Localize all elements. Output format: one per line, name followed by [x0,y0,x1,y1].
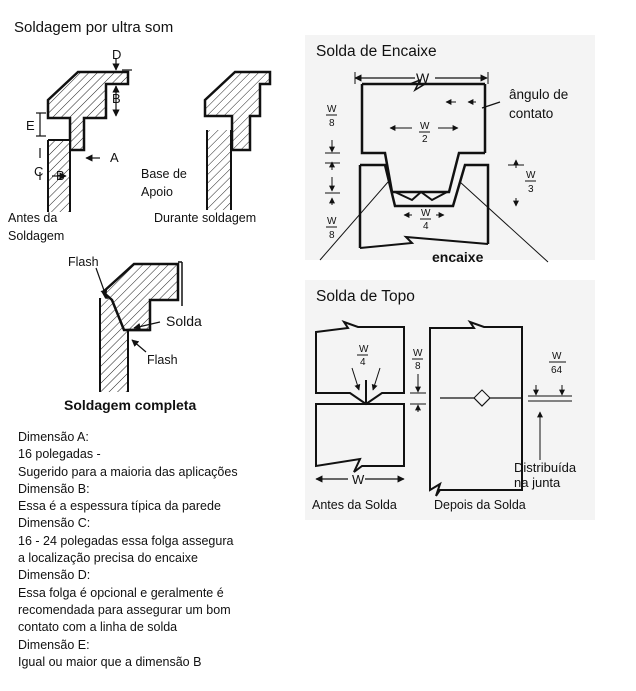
svg-text:W: W [552,351,562,362]
dimension-note-line: Dimensão A: [18,430,89,444]
dimension-note-line: Dimensão D: [18,568,91,583]
dim-letter-c: C [34,164,44,179]
distributed-label-1: Distribuída [514,460,577,475]
dimension-note-line: Essa é a espessura típica da parede [18,499,221,514]
weld-label: Solda [166,313,202,329]
angle-label-2: contato [509,106,554,121]
svg-text:W: W [359,344,369,355]
complete-weld-label: Soldagem completa [64,397,197,413]
dimension-note-line: Dimensão E: [18,637,90,652]
dim-letter-e: E [26,118,35,133]
dimension-note-line: Essa folga é opcional e geralmente é [18,585,224,600]
svg-text:W: W [327,104,337,115]
socket-weld-panel [305,35,595,260]
svg-text:8: 8 [329,230,335,241]
dim-letter-a: A [110,150,119,165]
svg-text:W: W [420,121,430,132]
dimension-note-line: a localização precisa do encaixe [18,551,198,566]
svg-text:W: W [413,348,423,359]
dimension-note-line: 16 - 24 polegadas essa folga assegura [18,533,234,548]
dimension-note-line: contato com a linha de solda [18,620,178,635]
before-weld-label-2: Soldagem [8,229,65,243]
angle-label-1: ângulo de [509,87,569,102]
butt-before-label: Antes da Solda [312,498,397,512]
encaixe-label: encaixe [432,249,484,265]
svg-text:8: 8 [415,361,421,372]
ultrasonic-title: Soldagem por ultra som [14,19,174,36]
distributed-label-2: na junta [514,475,561,490]
base-label-1: Base de [141,167,187,181]
butt-weld-title: Solda de Topo [316,288,415,305]
dimension-note-line: recomendada para assegurar um bom [18,602,231,617]
svg-text:W: W [526,170,536,181]
dim-letter-d: D [112,47,122,62]
svg-text:4: 4 [360,357,366,368]
before-weld-label-1: Antes da [8,211,58,225]
dimension-note-line: Igual ou maior que a dimensão B [18,654,202,669]
svg-text:4: 4 [423,221,429,232]
socket-weld-title: Solda de Encaixe [316,43,437,60]
butt-w-label: W [352,472,365,487]
during-weld-label: Durante soldagem [154,211,257,225]
base-label-2: Apoio [141,185,173,199]
flash-label-bottom: Flash [147,353,178,367]
dimension-note-line: Dimensão C: [18,516,91,531]
dimension-note-line: Sugerido para a maioria das aplicações [18,464,238,479]
flash-label-top: Flash [68,255,99,269]
dim-letter-b-top: B [112,91,121,106]
dim-letter-b-bottom: B [56,168,65,183]
svg-text:W: W [421,208,431,219]
svg-text:W: W [327,216,337,227]
svg-text:8: 8 [329,118,335,129]
dimension-note-line: 16 polegadas - [18,447,101,462]
svg-text:64: 64 [551,365,563,376]
socket-w-label: W [416,70,430,86]
dimension-note-line: Dimensão B: [18,481,90,496]
during-weld-lower-part [207,130,231,210]
butt-after-label: Depois da Solda [434,498,526,512]
dimension-notes [18,429,288,671]
svg-text:3: 3 [528,184,534,195]
svg-text:2: 2 [422,134,428,145]
